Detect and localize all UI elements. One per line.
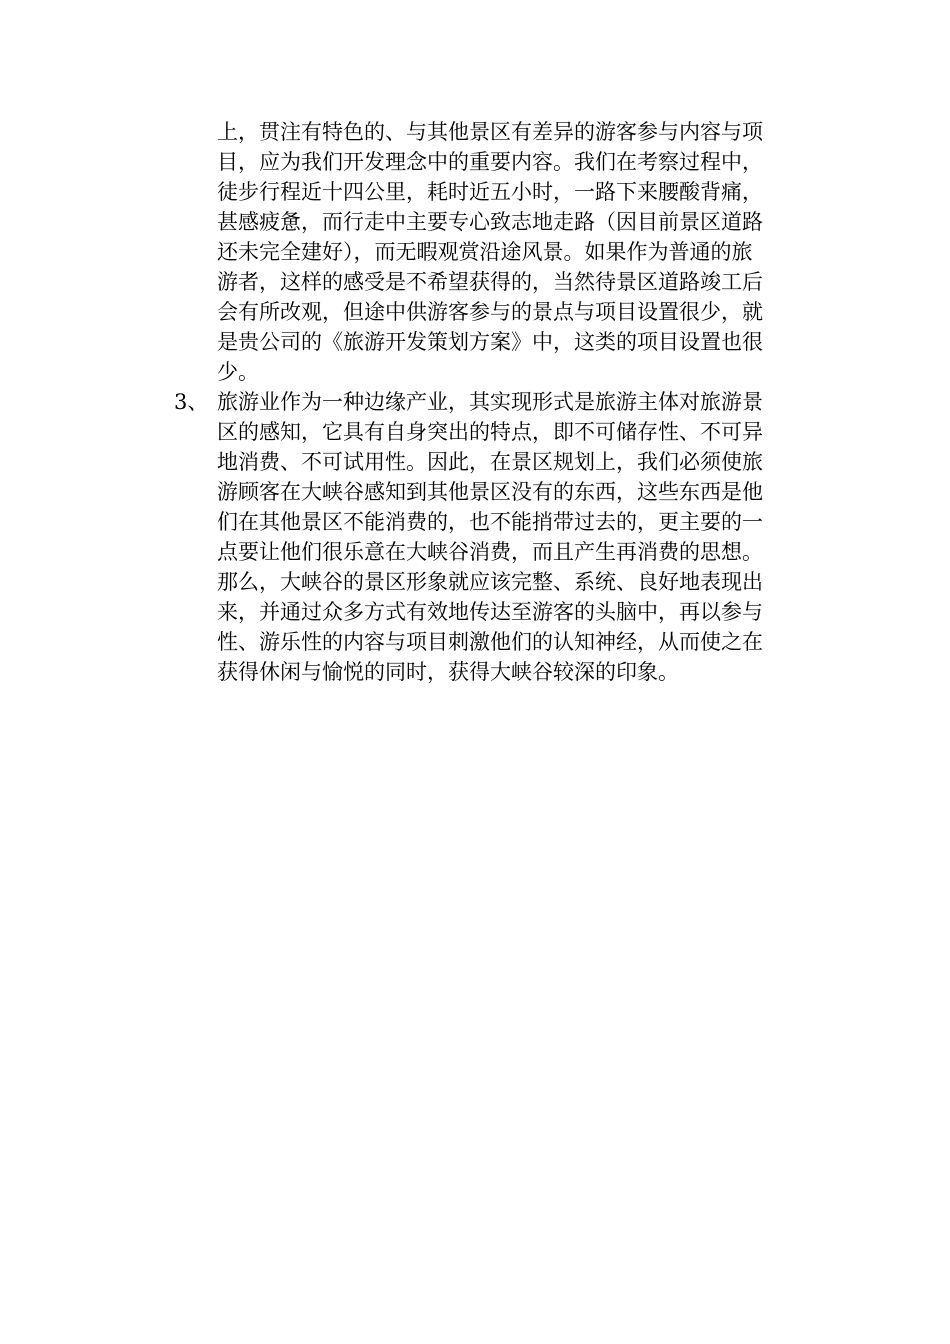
- paragraph-line: 获得休闲与愉悦的同时，获得大峡谷较深的印象。: [217, 660, 679, 684]
- paragraph-line: 点要让他们很乐意在大峡谷消费，而且产生再消费的思想。: [217, 540, 763, 564]
- paragraph-line: 少。: [217, 360, 259, 384]
- paragraph-line: 还未完全建好），而无暇观赏沿途风景。如果作为普通的旅: [217, 240, 753, 264]
- paragraph-line: 性、游乐性的内容与项目刺激他们的认知神经，从而使之在: [217, 630, 763, 654]
- paragraph-line: 地消费、不可试用性。因此，在景区规划上，我们必须使旅: [217, 450, 763, 474]
- paragraph-line: 区的感知，它具有自身突出的特点，即不可储存性、不可异: [217, 420, 763, 444]
- paragraph-line: 游顾客在大峡谷感知到其他景区没有的东西，这些东西是他: [217, 480, 763, 504]
- paragraph-line: 是贵公司的《旅游开发策划方案》中，这类的项目设置也很: [217, 330, 763, 354]
- paragraph-line: 游者，这样的感受是不希望获得的，当然待景区道路竣工后: [217, 270, 763, 294]
- paragraph-line: 会有所改观，但途中供游客参与的景点与项目设置很少，就: [217, 300, 763, 324]
- paragraph-line: 目，应为我们开发理念中的重要内容。我们在考察过程中，: [217, 150, 763, 174]
- list-item-number: 3、: [174, 390, 209, 414]
- paragraph-line: 来，并通过众多方式有效地传达至游客的头脑中，再以参与: [217, 600, 763, 624]
- paragraph-line: 上，贯注有特色的、与其他景区有差异的游客参与内容与项: [217, 120, 763, 144]
- paragraph-line: 甚感疲惫，而行走中主要专心致志地走路（因目前景区道路: [217, 210, 763, 234]
- paragraph-line: 徒步行程近十四公里，耗时近五小时，一路下来腰酸背痛，: [217, 180, 763, 204]
- paragraph-line: 们在其他景区不能消费的，也不能捎带过去的，更主要的一: [217, 510, 763, 534]
- paragraph-line: 旅游业作为一种边缘产业，其实现形式是旅游主体对旅游景: [217, 390, 763, 414]
- paragraph-line: 那么，大峡谷的景区形象就应该完整、系统、良好地表现出: [217, 570, 763, 594]
